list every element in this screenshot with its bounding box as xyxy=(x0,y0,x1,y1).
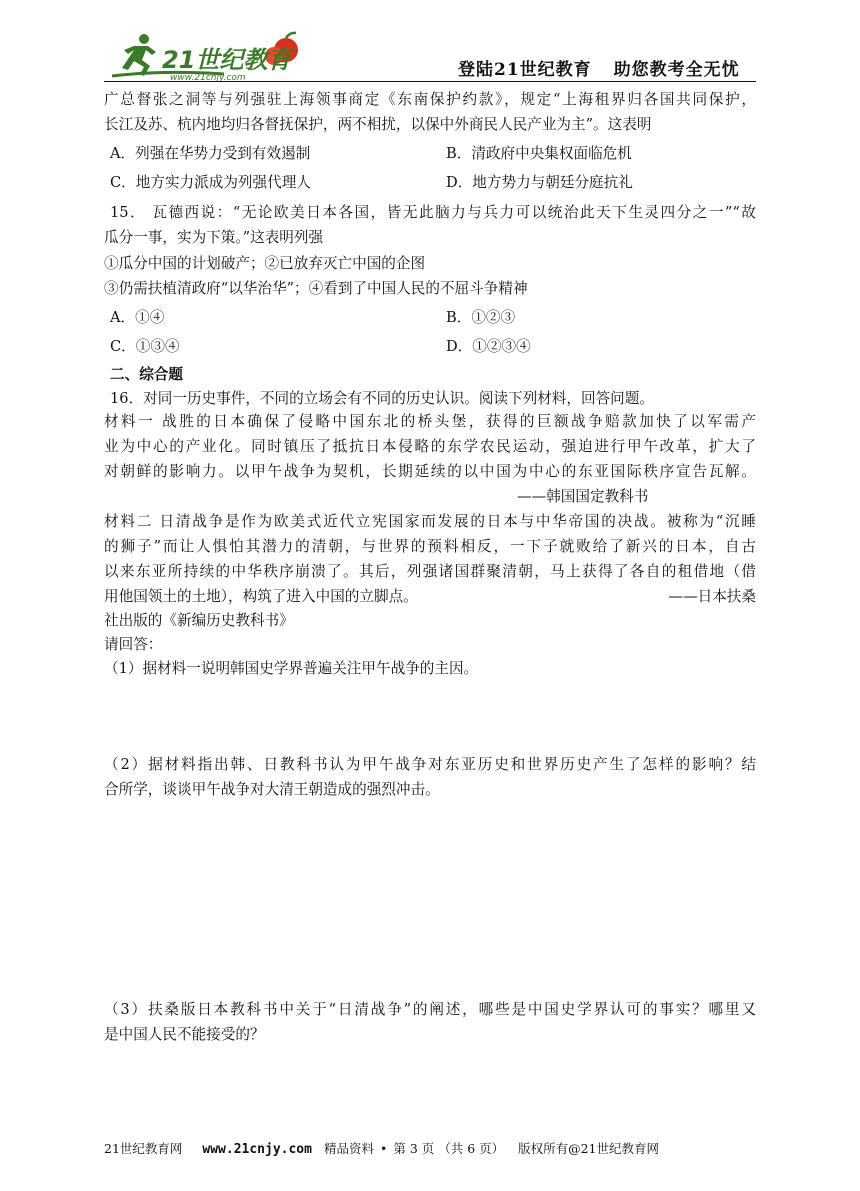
q15-option-c: C．①③④ xyxy=(110,338,180,355)
sub-question-2-line: （2）据材料指出韩、日教科书认为甲午战争对东亚历史和世界历史产生了怎样的影响？结 xyxy=(104,756,756,773)
q14-text-line: 广总督张之洞等与列强驻上海领事商定《东南保护约款》，规定“上海租界归各国共同保护， xyxy=(104,91,756,108)
material-two-source: ——日本扶桑 xyxy=(668,588,756,605)
material-two-line: 以来东亚所持续的中华秩序崩溃了。其后，列强诸国群聚清朝，马上获得了各自的租借地（借 xyxy=(104,563,756,580)
material-two-line: 材料二 日清战争是作为欧美式近代立宪国家而发展的日本与中华帝国的决战。被称为“沉睡 xyxy=(104,513,756,530)
site-logo[interactable] xyxy=(104,30,314,84)
sub-question-2-line: 合所学，谈谈甲午战争对大清王朝造成的强烈冲击。 xyxy=(104,781,440,798)
material-two-line: 用他国领土的土地），构筑了进入中国的立脚点。 ——日本扶桑 xyxy=(104,588,756,605)
material-one-source: ——韩国国定教科书 xyxy=(517,488,649,505)
q15-stem-line: 瓜分一事，实为下策。”这表明列强 xyxy=(104,229,324,246)
footer-site-link[interactable]: www.21cnjy.com xyxy=(202,1142,312,1157)
q15-option-a: A．①④ xyxy=(110,309,165,326)
q15-option-b: B．①②③ xyxy=(446,309,516,326)
q14-options-row xyxy=(104,173,756,193)
header-tagline xyxy=(458,55,740,80)
tagline-right: 助您教考全无忧 xyxy=(613,60,740,80)
q16-intro: 16．对同一历史事件，不同的立场会有不同的历史认识。阅读下列材料，回答问题。 xyxy=(110,390,654,407)
footer-page-info: 第 3 页 （共 6 页） xyxy=(393,1141,505,1156)
q14-option-b: B．清政府中央集权面临危机 xyxy=(446,145,632,162)
logo-title: 21世纪教育 xyxy=(162,46,292,74)
q15-stem-line: 15． 瓦德西说：“无论欧美日本各国，皆无此脑力与兵力可以统治此天下生灵四分之一”“故 xyxy=(110,204,756,221)
q15-options-row xyxy=(104,337,756,357)
material-one-line: 对朝鲜的影响力。以甲午战争为契机，长期延续的以中国为中心的东亚国际秩序宣告瓦解。 xyxy=(104,463,756,480)
q14-option-a: A．列强在华势力受到有效遏制 xyxy=(110,145,311,162)
answer-prompt: 请回答： xyxy=(104,636,163,653)
page-footer xyxy=(104,1139,756,1157)
footer-dot: • xyxy=(379,1141,388,1156)
q15-statement-line: ①瓜分中国的计划破产；②已放弃灭亡中国的企图 xyxy=(104,255,426,272)
logo-graphic xyxy=(104,30,314,84)
material-two-line: 的狮子”而让人惧怕其潜力的清朝，与世界的预料相反，一下子就败给了新兴的日本，自古 xyxy=(104,538,756,555)
q15-statement-line: ③仍需扶植清政府“以华治华”；④看到了中国人民的不屈斗争精神 xyxy=(104,280,528,297)
q14-text-line: 长江及苏、杭内地均归各督抚保护，两不相扰，以保中外商民人民产业为主”。这表明 xyxy=(104,116,652,133)
footer-brand: 21世纪教育网 xyxy=(104,1141,183,1156)
sub-question-3-line: 是中国人民不能接受的？ xyxy=(104,1026,265,1043)
q14-option-c: C．地方实力派成为列强代理人 xyxy=(110,174,311,191)
q15-options-row xyxy=(104,308,756,328)
tagline-left: 登陆21世纪教育 xyxy=(458,60,592,80)
section-heading: 二、综合题 xyxy=(110,366,183,383)
header-divider xyxy=(104,81,756,82)
q15-option-d: D．①②③④ xyxy=(446,338,531,355)
q14-option-d: D．地方势力与朝廷分庭抗礼 xyxy=(446,174,633,191)
sub-question-3-line: （3）扶桑版日本教科书中关于“日清战争”的阐述，哪些是中国史学界认可的事实？哪里又 xyxy=(104,1001,756,1018)
footer-label: 精品资料 xyxy=(323,1141,374,1156)
material-two-source-cont: 社出版的《新编历史教科书》 xyxy=(104,612,294,629)
footer-copyright: 版权所有@21世纪教育网 xyxy=(518,1141,660,1156)
q14-options-row xyxy=(104,144,756,164)
logo-url: www.21cnjy.com xyxy=(170,73,246,83)
material-one-line: 业为中心的产业化。同时镇压了抵抗日本侵略的东学农民运动，强迫进行甲午改革，扩大了 xyxy=(104,438,756,455)
sub-question-1: （1）据材料一说明韩国史学界普遍关注甲午战争的主因。 xyxy=(104,660,479,677)
material-one-line: 材料一 战胜的日本确保了侵略中国东北的桥头堡，获得的巨额战争赔款加快了以军需产 xyxy=(104,413,756,430)
